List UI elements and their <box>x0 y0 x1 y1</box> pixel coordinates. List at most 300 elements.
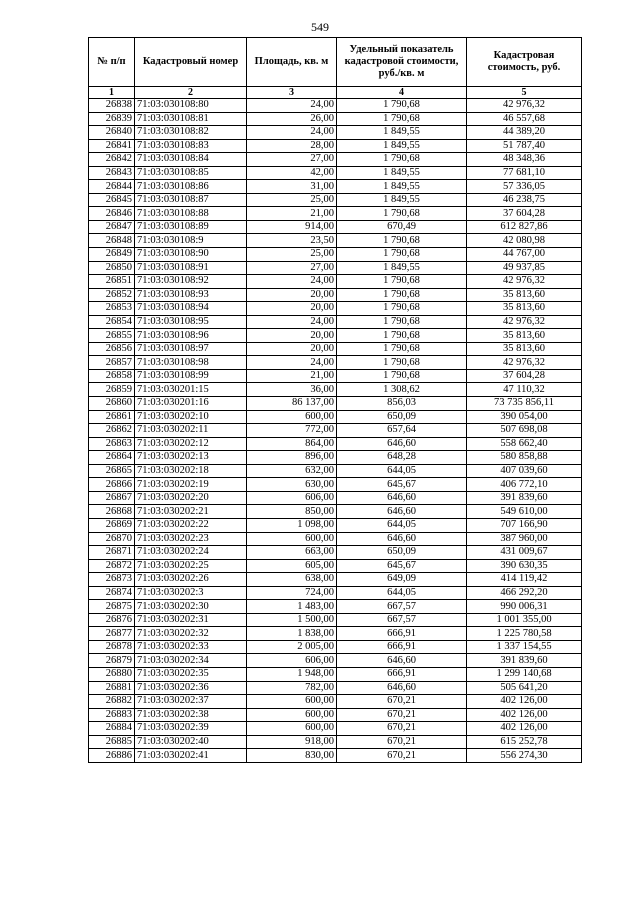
rate-value: 1 790,68 <box>337 99 467 113</box>
table-row <box>89 193 582 207</box>
rate-value: 1 790,68 <box>337 288 467 302</box>
rate-value: 1 849,55 <box>337 180 467 194</box>
cost-value: 42 976,32 <box>467 275 582 289</box>
rate-value: 1 849,55 <box>337 193 467 207</box>
area-value: 23,50 <box>247 234 337 248</box>
area-value: 918,00 <box>247 735 337 749</box>
row-number: 26840 <box>89 126 135 140</box>
area-value: 21,00 <box>247 207 337 221</box>
cost-value: 44 767,00 <box>467 248 582 262</box>
cadastral-number: 71:03:030202:11 <box>135 424 247 438</box>
area-value: 36,00 <box>247 383 337 397</box>
cadastral-number: 71:03:030202:38 <box>135 708 247 722</box>
row-number: 26856 <box>89 342 135 356</box>
table-row <box>89 220 582 234</box>
table-row <box>89 329 582 343</box>
rate-value: 666,91 <box>337 667 467 681</box>
row-number: 26849 <box>89 248 135 262</box>
area-value: 600,00 <box>247 532 337 546</box>
area-value: 24,00 <box>247 275 337 289</box>
table-row <box>89 383 582 397</box>
rate-value: 1 849,55 <box>337 166 467 180</box>
table-row <box>89 478 582 492</box>
rate-value: 1 849,55 <box>337 126 467 140</box>
area-value: 1 098,00 <box>247 518 337 532</box>
table-row <box>89 180 582 194</box>
cost-value: 37 604,28 <box>467 207 582 221</box>
table-row <box>89 613 582 627</box>
row-number: 26878 <box>89 640 135 654</box>
table-body <box>89 99 582 763</box>
area-value: 21,00 <box>247 369 337 383</box>
cadastral-number: 71:03:030202:36 <box>135 681 247 695</box>
cost-value: 35 813,60 <box>467 342 582 356</box>
row-number: 26873 <box>89 573 135 587</box>
area-value: 27,00 <box>247 153 337 167</box>
area-value: 20,00 <box>247 329 337 343</box>
cadastral-number: 71:03:030108:94 <box>135 302 247 316</box>
rate-value: 666,91 <box>337 640 467 654</box>
cost-value: 406 772,10 <box>467 478 582 492</box>
rate-value: 1 790,68 <box>337 315 467 329</box>
column-number: 5 <box>467 87 582 99</box>
row-number: 26877 <box>89 627 135 641</box>
cost-value: 612 827,86 <box>467 220 582 234</box>
area-value: 42,00 <box>247 166 337 180</box>
cadastral-number: 71:03:030108:81 <box>135 112 247 126</box>
cost-value: 505 641,20 <box>467 681 582 695</box>
area-value: 772,00 <box>247 424 337 438</box>
area-value: 25,00 <box>247 193 337 207</box>
cadastral-number: 71:03:030108:98 <box>135 356 247 370</box>
rate-value: 1 790,68 <box>337 356 467 370</box>
area-value: 638,00 <box>247 573 337 587</box>
rate-value: 1 790,68 <box>337 234 467 248</box>
cadastral-number: 71:03:030202:39 <box>135 722 247 736</box>
table-header <box>89 38 582 99</box>
cadastral-number: 71:03:030202:35 <box>135 667 247 681</box>
area-value: 24,00 <box>247 99 337 113</box>
rate-value: 1 790,68 <box>337 329 467 343</box>
row-number: 26861 <box>89 410 135 424</box>
row-number: 26841 <box>89 139 135 153</box>
cost-value: 402 126,00 <box>467 695 582 709</box>
area-value: 86 137,00 <box>247 397 337 411</box>
table-row <box>89 288 582 302</box>
table-row <box>89 532 582 546</box>
table-row <box>89 166 582 180</box>
rate-value: 644,05 <box>337 464 467 478</box>
table-row <box>89 518 582 532</box>
cost-value: 390 630,35 <box>467 559 582 573</box>
cadastral-number: 71:03:030108:87 <box>135 193 247 207</box>
table-row <box>89 586 582 600</box>
cadastral-number: 71:03:030202:21 <box>135 505 247 519</box>
cost-value: 46 238,75 <box>467 193 582 207</box>
table-row <box>89 153 582 167</box>
table-row <box>89 315 582 329</box>
table-row <box>89 722 582 736</box>
cadastral-number: 71:03:030108:86 <box>135 180 247 194</box>
column-number: 2 <box>135 87 247 99</box>
area-value: 31,00 <box>247 180 337 194</box>
table-row <box>89 437 582 451</box>
cadastral-number: 71:03:030202:37 <box>135 695 247 709</box>
area-value: 663,00 <box>247 546 337 560</box>
row-number: 26851 <box>89 275 135 289</box>
area-value: 26,00 <box>247 112 337 126</box>
rate-value: 644,05 <box>337 586 467 600</box>
area-value: 27,00 <box>247 261 337 275</box>
rate-value: 1 790,68 <box>337 153 467 167</box>
rate-value: 667,57 <box>337 613 467 627</box>
table-row <box>89 491 582 505</box>
cost-value: 49 937,85 <box>467 261 582 275</box>
row-number: 26860 <box>89 397 135 411</box>
rate-value: 646,60 <box>337 532 467 546</box>
cadastral-number: 71:03:030202:23 <box>135 532 247 546</box>
cadastral-number: 71:03:030202:19 <box>135 478 247 492</box>
rate-value: 650,09 <box>337 410 467 424</box>
table-row <box>89 640 582 654</box>
cadastral-number: 71:03:030108:89 <box>135 220 247 234</box>
area-value: 600,00 <box>247 708 337 722</box>
table-row <box>89 139 582 153</box>
cadastral-number: 71:03:030202:22 <box>135 518 247 532</box>
rate-value: 1 790,68 <box>337 302 467 316</box>
rate-value: 650,09 <box>337 546 467 560</box>
cadastral-number: 71:03:030108:82 <box>135 126 247 140</box>
row-number: 26844 <box>89 180 135 194</box>
area-value: 1 500,00 <box>247 613 337 627</box>
table-row <box>89 559 582 573</box>
cadastral-number: 71:03:030108:99 <box>135 369 247 383</box>
rate-value: 670,21 <box>337 735 467 749</box>
rate-value: 1 790,68 <box>337 248 467 262</box>
row-number: 26866 <box>89 478 135 492</box>
cost-value: 48 348,36 <box>467 153 582 167</box>
rate-value: 645,67 <box>337 478 467 492</box>
cost-value: 57 336,05 <box>467 180 582 194</box>
rate-value: 1 790,68 <box>337 112 467 126</box>
header-rate: Удельный показатель кадастровой стоимости, руб./кв. м <box>337 38 467 87</box>
cadastral-number: 71:03:030201:16 <box>135 397 247 411</box>
cadastral-number: 71:03:030108:93 <box>135 288 247 302</box>
cost-value: 35 813,60 <box>467 329 582 343</box>
table-row <box>89 302 582 316</box>
row-number: 26885 <box>89 735 135 749</box>
row-number: 26882 <box>89 695 135 709</box>
cadastral-number: 71:03:030108:84 <box>135 153 247 167</box>
row-number: 26869 <box>89 518 135 532</box>
rate-value: 645,67 <box>337 559 467 573</box>
area-value: 630,00 <box>247 478 337 492</box>
row-number: 26864 <box>89 451 135 465</box>
cadastral-number: 71:03:030202:20 <box>135 491 247 505</box>
area-value: 20,00 <box>247 342 337 356</box>
rate-value: 666,91 <box>337 627 467 641</box>
area-value: 25,00 <box>247 248 337 262</box>
cost-value: 35 813,60 <box>467 302 582 316</box>
row-number: 26848 <box>89 234 135 248</box>
table-row <box>89 369 582 383</box>
table-row <box>89 342 582 356</box>
row-number: 26886 <box>89 749 135 763</box>
cost-value: 1 299 140,68 <box>467 667 582 681</box>
area-value: 724,00 <box>247 586 337 600</box>
cost-value: 431 009,67 <box>467 546 582 560</box>
cost-value: 35 813,60 <box>467 288 582 302</box>
cost-value: 51 787,40 <box>467 139 582 153</box>
row-number: 26865 <box>89 464 135 478</box>
row-number: 26863 <box>89 437 135 451</box>
cost-value: 42 080,98 <box>467 234 582 248</box>
row-number: 26876 <box>89 613 135 627</box>
row-number: 26874 <box>89 586 135 600</box>
cost-value: 507 698,08 <box>467 424 582 438</box>
row-number: 26839 <box>89 112 135 126</box>
row-number: 26838 <box>89 99 135 113</box>
rate-value: 1 790,68 <box>337 342 467 356</box>
cadastral-value-table <box>88 37 582 763</box>
area-value: 24,00 <box>247 356 337 370</box>
rate-value: 670,49 <box>337 220 467 234</box>
row-number: 26872 <box>89 559 135 573</box>
rate-value: 670,21 <box>337 749 467 763</box>
cost-value: 391 839,60 <box>467 654 582 668</box>
header-cost: Кадастровая стоимость, руб. <box>467 38 582 87</box>
cadastral-number: 71:03:030202:33 <box>135 640 247 654</box>
rate-value: 646,60 <box>337 437 467 451</box>
rate-value: 856,03 <box>337 397 467 411</box>
cadastral-number: 71:03:030202:34 <box>135 654 247 668</box>
table-row <box>89 99 582 113</box>
cadastral-number: 71:03:030202:40 <box>135 735 247 749</box>
cadastral-number: 71:03:030202:26 <box>135 573 247 587</box>
area-value: 600,00 <box>247 410 337 424</box>
cost-value: 387 960,00 <box>467 532 582 546</box>
cost-value: 1 001 355,00 <box>467 613 582 627</box>
row-number: 26842 <box>89 153 135 167</box>
cost-value: 1 225 780,58 <box>467 627 582 641</box>
rate-value: 670,21 <box>337 708 467 722</box>
cost-value: 391 839,60 <box>467 491 582 505</box>
column-number-row <box>89 87 582 99</box>
area-value: 1 483,00 <box>247 600 337 614</box>
cost-value: 414 119,42 <box>467 573 582 587</box>
row-number: 26847 <box>89 220 135 234</box>
row-number: 26875 <box>89 600 135 614</box>
cadastral-number: 71:03:030202:3 <box>135 586 247 600</box>
table-row <box>89 695 582 709</box>
table-row <box>89 546 582 560</box>
table-row <box>89 708 582 722</box>
cost-value: 707 166,90 <box>467 518 582 532</box>
area-value: 20,00 <box>247 288 337 302</box>
header-num: № п/п <box>89 38 135 87</box>
row-number: 26883 <box>89 708 135 722</box>
area-value: 600,00 <box>247 722 337 736</box>
row-number: 26862 <box>89 424 135 438</box>
area-value: 632,00 <box>247 464 337 478</box>
area-value: 20,00 <box>247 302 337 316</box>
area-value: 605,00 <box>247 559 337 573</box>
rate-value: 648,28 <box>337 451 467 465</box>
cost-value: 390 054,00 <box>467 410 582 424</box>
cost-value: 46 557,68 <box>467 112 582 126</box>
cadastral-number: 71:03:030108:90 <box>135 248 247 262</box>
rate-value: 1 790,68 <box>337 369 467 383</box>
table-row <box>89 464 582 478</box>
cadastral-number: 71:03:030108:88 <box>135 207 247 221</box>
row-number: 26855 <box>89 329 135 343</box>
header-row <box>89 38 582 87</box>
area-value: 864,00 <box>247 437 337 451</box>
cadastral-number: 71:03:030108:80 <box>135 99 247 113</box>
cadastral-number: 71:03:030202:18 <box>135 464 247 478</box>
cost-value: 556 274,30 <box>467 749 582 763</box>
rate-value: 1 308,62 <box>337 383 467 397</box>
row-number: 26867 <box>89 491 135 505</box>
table-row <box>89 424 582 438</box>
table-row <box>89 397 582 411</box>
cadastral-number: 71:03:030202:30 <box>135 600 247 614</box>
cadastral-number: 71:03:030202:41 <box>135 749 247 763</box>
rate-value: 646,60 <box>337 491 467 505</box>
row-number: 26846 <box>89 207 135 221</box>
cadastral-number: 71:03:030108:96 <box>135 329 247 343</box>
cadastral-number: 71:03:030108:97 <box>135 342 247 356</box>
area-value: 24,00 <box>247 126 337 140</box>
row-number: 26879 <box>89 654 135 668</box>
area-value: 782,00 <box>247 681 337 695</box>
row-number: 26880 <box>89 667 135 681</box>
header-cadastral-number: Кадастровый номер <box>135 38 247 87</box>
table-row <box>89 749 582 763</box>
cadastral-number: 71:03:030108:92 <box>135 275 247 289</box>
cadastral-number: 71:03:030108:9 <box>135 234 247 248</box>
table-row <box>89 667 582 681</box>
cadastral-number: 71:03:030202:31 <box>135 613 247 627</box>
area-value: 606,00 <box>247 654 337 668</box>
row-number: 26853 <box>89 302 135 316</box>
rate-value: 670,21 <box>337 722 467 736</box>
rate-value: 1 849,55 <box>337 261 467 275</box>
area-value: 1 948,00 <box>247 667 337 681</box>
cadastral-number: 71:03:030202:24 <box>135 546 247 560</box>
row-number: 26843 <box>89 166 135 180</box>
cost-value: 466 292,20 <box>467 586 582 600</box>
area-value: 830,00 <box>247 749 337 763</box>
table-row <box>89 451 582 465</box>
cost-value: 44 389,20 <box>467 126 582 140</box>
area-value: 850,00 <box>247 505 337 519</box>
rate-value: 649,09 <box>337 573 467 587</box>
column-number: 4 <box>337 87 467 99</box>
cost-value: 77 681,10 <box>467 166 582 180</box>
table-row <box>89 681 582 695</box>
row-number: 26845 <box>89 193 135 207</box>
row-number: 26852 <box>89 288 135 302</box>
table-row <box>89 505 582 519</box>
cost-value: 407 039,60 <box>467 464 582 478</box>
table-row <box>89 654 582 668</box>
table-row <box>89 735 582 749</box>
row-number: 26854 <box>89 315 135 329</box>
cost-value: 42 976,32 <box>467 99 582 113</box>
row-number: 26884 <box>89 722 135 736</box>
cost-value: 42 976,32 <box>467 315 582 329</box>
cost-value: 402 126,00 <box>467 708 582 722</box>
row-number: 26870 <box>89 532 135 546</box>
table-row <box>89 261 582 275</box>
cost-value: 37 604,28 <box>467 369 582 383</box>
row-number: 26850 <box>89 261 135 275</box>
table-row <box>89 627 582 641</box>
cost-value: 558 662,40 <box>467 437 582 451</box>
cost-value: 549 610,00 <box>467 505 582 519</box>
column-number: 1 <box>89 87 135 99</box>
rate-value: 646,60 <box>337 654 467 668</box>
rate-value: 646,60 <box>337 505 467 519</box>
cost-value: 580 858,88 <box>467 451 582 465</box>
cadastral-number: 71:03:030202:13 <box>135 451 247 465</box>
column-number: 3 <box>247 87 337 99</box>
table-row <box>89 600 582 614</box>
cadastral-number: 71:03:030108:83 <box>135 139 247 153</box>
area-value: 2 005,00 <box>247 640 337 654</box>
rate-value: 1 790,68 <box>337 275 467 289</box>
table-row <box>89 410 582 424</box>
cost-value: 990 006,31 <box>467 600 582 614</box>
page-number: 549 <box>311 20 329 34</box>
cadastral-number: 71:03:030202:10 <box>135 410 247 424</box>
rate-value: 670,21 <box>337 695 467 709</box>
table-row <box>89 207 582 221</box>
rate-value: 644,05 <box>337 518 467 532</box>
row-number: 26881 <box>89 681 135 695</box>
cadastral-number: 71:03:030202:32 <box>135 627 247 641</box>
row-number: 26858 <box>89 369 135 383</box>
cadastral-number: 71:03:030108:95 <box>135 315 247 329</box>
table-row <box>89 248 582 262</box>
row-number: 26859 <box>89 383 135 397</box>
table-row <box>89 112 582 126</box>
row-number: 26871 <box>89 546 135 560</box>
cadastral-number: 71:03:030201:15 <box>135 383 247 397</box>
area-value: 28,00 <box>247 139 337 153</box>
rate-value: 1 790,68 <box>337 207 467 221</box>
area-value: 914,00 <box>247 220 337 234</box>
header-area: Площадь, кв. м <box>247 38 337 87</box>
cadastral-number: 71:03:030202:25 <box>135 559 247 573</box>
table-row <box>89 573 582 587</box>
table-row <box>89 126 582 140</box>
table-row <box>89 356 582 370</box>
cost-value: 402 126,00 <box>467 722 582 736</box>
cadastral-number: 71:03:030108:91 <box>135 261 247 275</box>
cadastral-number: 71:03:030202:12 <box>135 437 247 451</box>
rate-value: 1 849,55 <box>337 139 467 153</box>
table-row <box>89 234 582 248</box>
cost-value: 42 976,32 <box>467 356 582 370</box>
area-value: 24,00 <box>247 315 337 329</box>
cadastral-number: 71:03:030108:85 <box>135 166 247 180</box>
row-number: 26857 <box>89 356 135 370</box>
row-number: 26868 <box>89 505 135 519</box>
cost-value: 73 735 856,11 <box>467 397 582 411</box>
rate-value: 657,64 <box>337 424 467 438</box>
